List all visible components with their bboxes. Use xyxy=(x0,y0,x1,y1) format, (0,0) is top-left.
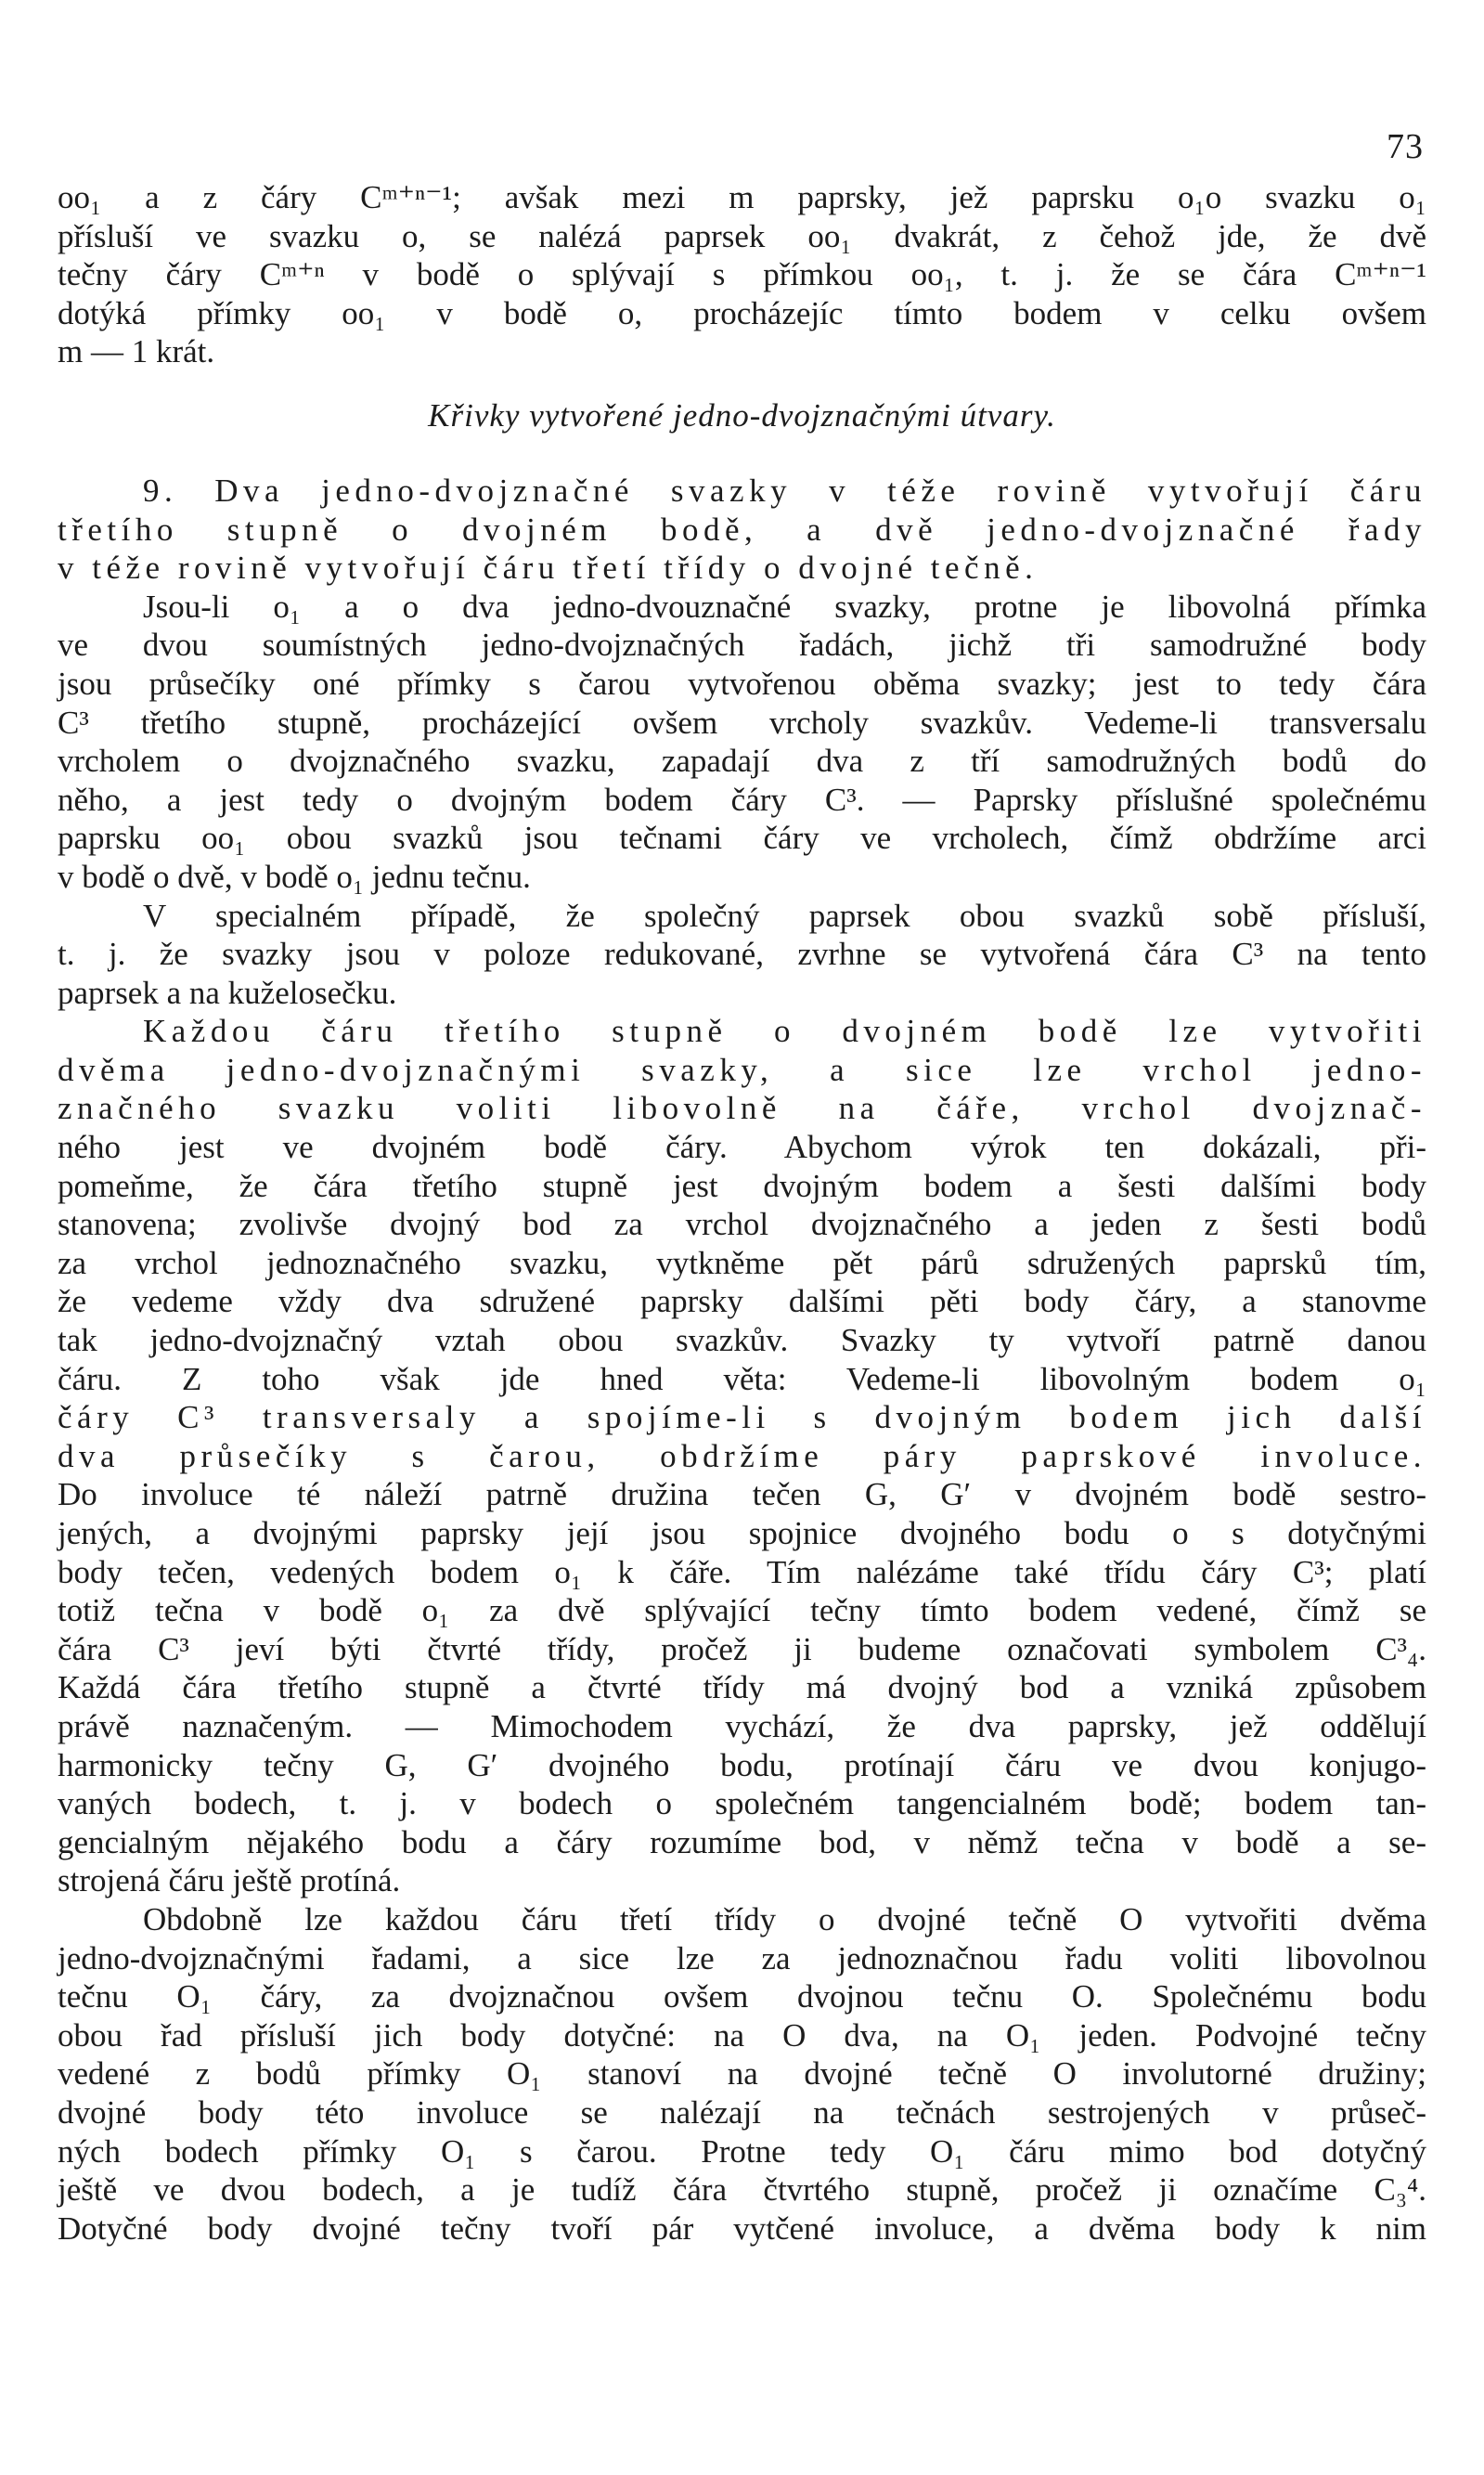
text-line: právě naznačeným. — Mimochodem vychází, že dva paprsky, jež oddělují xyxy=(58,1707,1426,1744)
page-number: 73 xyxy=(1387,127,1424,166)
theorem-line: značného svazku voliti libovolně na čáře, vrchol dvojznač- xyxy=(58,1090,1426,1127)
theorem-line: Každou čáru třetího stupně o dvojném bodě lze vytvořiti xyxy=(143,1013,1426,1050)
text-line: harmonicky tečny G, G′ dvojného bodu, protínají čáru ve dvou konjugo- xyxy=(58,1746,1426,1783)
text-line: jsou průsečíky oné přímky s čarou vytvořenou oběma svazky; jest to tedy čára xyxy=(58,665,1426,702)
theorem-line: třetího stupně o dvojném bodě, a dvě jedno-dvojznačné řady xyxy=(58,511,1426,548)
text-line: ve dvou soumístných jedno-dvojznačných řadách, jichž tři samodružné body xyxy=(58,627,1426,664)
text-line: něho, a jest tedy o dvojným bodem čáry C³. — Paprsky příslušné společnému xyxy=(58,781,1426,818)
text-line: ného jest ve dvojném bodě čáry. Abychom výrok ten dokázali, při- xyxy=(58,1129,1426,1166)
text-line: Dotyčné body dvojné tečny tvoří pár vytčené involuce, a dvěma body k nim xyxy=(58,2209,1426,2247)
section-heading: Křivky vytvořené jedno-dvojznačnými útvary. xyxy=(428,396,1056,434)
theorem-line: čáry C³ transversaly a spojíme-li s dvojným bodem jich další xyxy=(58,1399,1426,1436)
text-line: jených, a dvojnými paprsky její jsou spojnice dvojného bodu o s dotyčnými xyxy=(58,1515,1426,1551)
text-line: jedno-dvojznačnými řadami, a sice lze za jednoznačnou řadu voliti libovolnou xyxy=(58,1939,1426,1976)
text-line: čára C³ jeví býti čtvrté třídy, pročež ji budeme označovati symbolem C³₄. xyxy=(58,1630,1426,1667)
text-line: tak jedno-dvojznačný vztah obou svazkův. Svazky ty vytvoří patrně danou xyxy=(58,1322,1426,1359)
text-line: tečnu O₁ čáry, za dvojznačnou ovšem dvojnou tečnu O. Společnému bodu xyxy=(58,1978,1426,2015)
text-line: Do involuce té náleží patrně družina tečen G, G′ v dvojném bodě sestro- xyxy=(58,1476,1426,1513)
heading-spacer xyxy=(58,460,1426,472)
theorem-line: dvěma jedno-dvojznačnými svazky, a sice lze vrchol jedno- xyxy=(58,1051,1426,1088)
theorem-line: dva průsečíky s čarou, obdržíme páry paprskové involuce. xyxy=(58,1437,1426,1474)
text-line: vedené z bodů přímky O₁ stanoví na dvojné tečně O involutorné družiny; xyxy=(58,2055,1426,2093)
text-line: vaných bodech, t. j. v bodech o společném tangencialném bodě; bodem tan- xyxy=(58,1785,1426,1822)
text-line: ných bodech přímky O₁ s čarou. Protne tedy O₁ čáru mimo bod dotyčný xyxy=(58,2132,1426,2170)
text-line: oo₁ a z čáry Cᵐ⁺ⁿ⁻¹; avšak mezi m paprsky, jež paprsku o₁o svazku o₁ xyxy=(58,179,1426,215)
text-line: dvojné body této involuce se nalézají na tečnách sestrojených v průseč- xyxy=(58,2093,1426,2131)
text-line: paprsku oo₁ obou svazků jsou tečnami čáry ve vrcholech, čímž obdržíme arci xyxy=(58,820,1426,857)
text-line: že vedeme vždy dva sdružené paprsky dalšími pěti body čáry, a stanovme xyxy=(58,1283,1426,1320)
text-line: totiž tečna v bodě o₁ za dvě splývající tečny tímto bodem vedené, čímž se xyxy=(58,1592,1426,1629)
text-body xyxy=(58,178,1426,2248)
text-line: stanovena; zvolivše dvojný bod za vrchol dvojznačného a jeden z šesti bodů xyxy=(58,1206,1426,1243)
text-line: tečny čáry Cᵐ⁺ⁿ v bodě o splývají s přímkou oo₁, t. j. že se čára Cᵐ⁺ⁿ⁻¹ xyxy=(58,256,1426,293)
theorem-line: 9. Dva jedno-dvojznačné svazky v téže rovině vytvořují čáru xyxy=(143,472,1426,509)
text-line: C³ třetího stupně, procházející ovšem vrcholy svazkův. Vedeme-li transversalu xyxy=(58,704,1426,741)
text-line: přísluší ve svazku o, se nalézá paprsek oo₁ dvakrát, z čehož jde, že dvě xyxy=(58,217,1426,254)
text-line: t. j. že svazky jsou v poloze redukované, zvrhne se vytvořená čára C³ na tento xyxy=(58,936,1426,973)
text-line: m — 1 krát. xyxy=(58,333,215,370)
text-line: Každá čára třetího stupně a čtvrté třídy má dvojný bod a vzniká způsobem xyxy=(58,1669,1426,1706)
theorem-line: v téže rovině vytvořují čáru třetí třídy o dvojné tečně. xyxy=(58,550,1039,587)
text-line: v bodě o dvě, v bodě o₁ jednu tečnu. xyxy=(58,858,531,895)
text-line: dotýká přímky oo₁ v bodě o, procházejíc tímto bodem v celku ovšem xyxy=(58,294,1426,331)
text-line: Jsou-li o₁ a o dva jedno-dvouznačné svazky, protne je libovolná přímka xyxy=(143,588,1426,625)
text-line: Obdobně lze každou čáru třetí třídy o dvojné tečně O vytvořiti dvěma xyxy=(143,1900,1426,1937)
text-line: pomeňme, že čára třetího stupně jest dvojným bodem a šesti dalšími body xyxy=(58,1167,1426,1204)
text-line: paprsek a na kuželosečku. xyxy=(58,974,397,1011)
text-line: gencialným nějakého bodu a čáry rozumíme bod, v němž tečna v bodě a se- xyxy=(58,1823,1426,1860)
text-line: vrcholem o dvojznačného svazku, zapadají dva z tří samodružných bodů do xyxy=(58,743,1426,780)
text-line: obou řad přísluší jich body dotyčné: na O dva, na O₁ jeden. Podvojné tečny xyxy=(58,2016,1426,2054)
text-line: body tečen, vedených bodem o₁ k čáře. Tím nalézáme také třídu čáry C³; platí xyxy=(58,1553,1426,1590)
text-line: ještě ve dvou bodech, a je tudíž čára čtvrtého stupně, pročež ji označíme C₃⁴. xyxy=(58,2171,1426,2209)
text-line: čáru. Z toho však jde hned věta: Vedeme-li libovolným bodem o₁ xyxy=(58,1360,1426,1397)
text-line: V specialném případě, že společný paprsek obou svazků sobě přísluší, xyxy=(143,897,1426,934)
text-line: za vrchol jednoznačného svazku, vytkněme pět párů sdružených paprsků tím, xyxy=(58,1244,1426,1281)
text-line: strojená čáru ještě protíná. xyxy=(58,1862,401,1899)
